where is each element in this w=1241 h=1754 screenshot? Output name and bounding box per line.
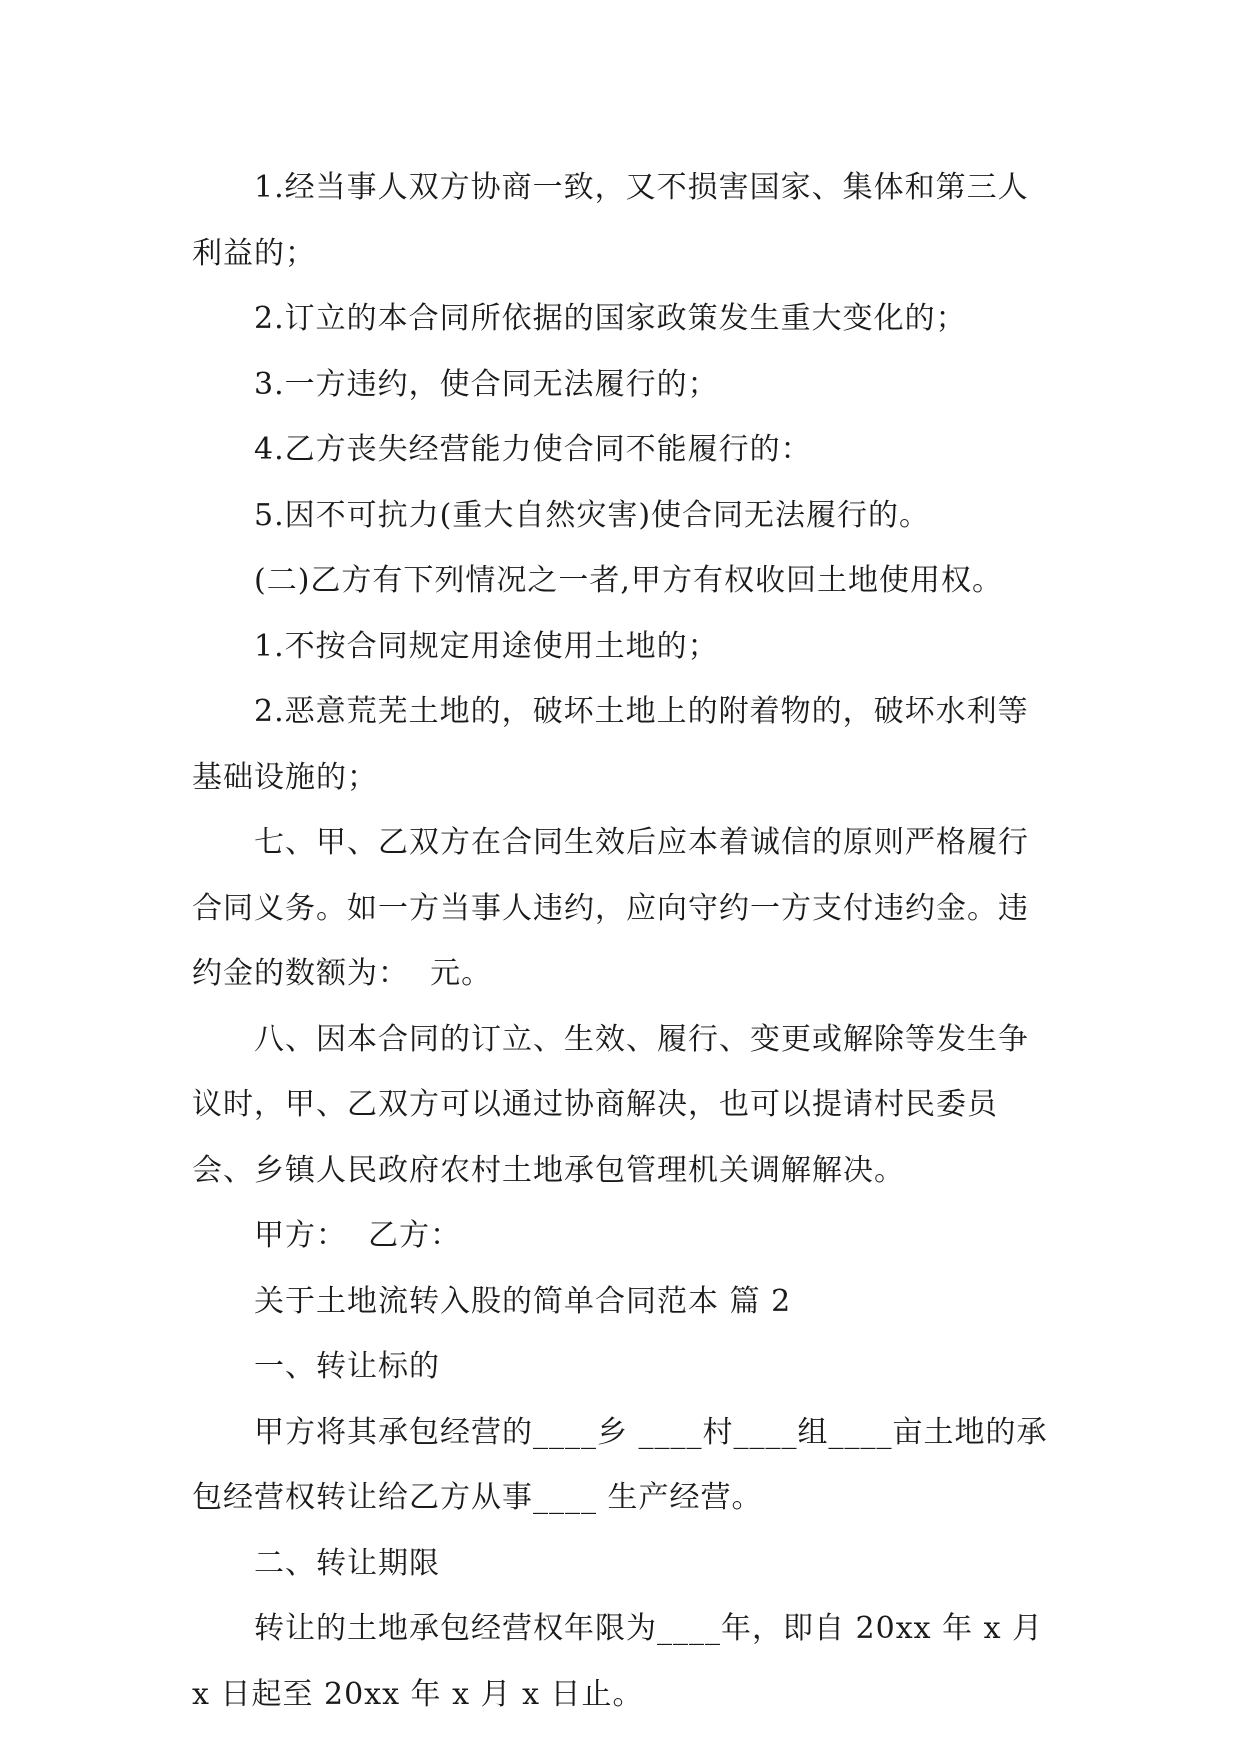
transfer-subject-text: 甲方将其承包经营的____乡 ____村____组____亩土地的承包经营权转让给乙方从事____ 生产经营。 — [192, 1414, 1048, 1515]
article-8-dispute: 八、因本合同的订立、生效、履行、变更或解除等发生争议时，甲、乙双方可以通过协商解决，也可以提请村民委员会、乡镇人民政府农村土地承包管理机关调解解决。 — [192, 1021, 1029, 1188]
contract-2-title: 关于土地流转入股的简单合同范本 篇 2 — [254, 1283, 792, 1319]
reclaim-item-1: 1.不按合同规定用途使用土地的； — [254, 628, 719, 664]
clause-5-force-majeure: 5.因不可抗力(重大自然灾害)使合同无法履行的。 — [254, 497, 931, 533]
reclaim-item-2: 2.恶意荒芜土地的，破坏土地上的附着物的，破坏水利等基础设施的； — [192, 694, 1029, 795]
heading-transfer-subject: 一、转让标的 — [254, 1349, 440, 1384]
heading-transfer-term: 二、转让期限 — [254, 1545, 440, 1581]
document-body — [192, 155, 1052, 1727]
clause-1-mutual-agreement: 1.经当事人双方协商一致，又不损害国家、集体和第三人利益的； — [192, 170, 1029, 271]
clause-3-breach: 3.一方违约，使合同无法履行的； — [254, 366, 719, 402]
clause-2-policy-change: 2.订立的本合同所依据的国家政策发生重大变化的； — [254, 301, 967, 336]
article-7-penalty: 七、甲、乙双方在合同生效后应本着诚信的原则严格履行合同义务。如一方当事人违约，应向守约一方支付违约金。违约金的数额为： 元。 — [192, 825, 1029, 991]
clause-4-incapacity: 4.乙方丧失经营能力使合同不能履行的： — [254, 432, 812, 467]
transfer-term-text: 转让的土地承包经营权年限为____年，即自 20xx 年 x 月 x 日起至 20xx 年 x 月 x 日止。 — [192, 1611, 1054, 1712]
signature-line: 甲方： 乙方： — [254, 1218, 462, 1253]
section-2-reclaim-heading: (二)乙方有下列情况之一者,甲方有权收回土地使用权。 — [254, 563, 1003, 598]
